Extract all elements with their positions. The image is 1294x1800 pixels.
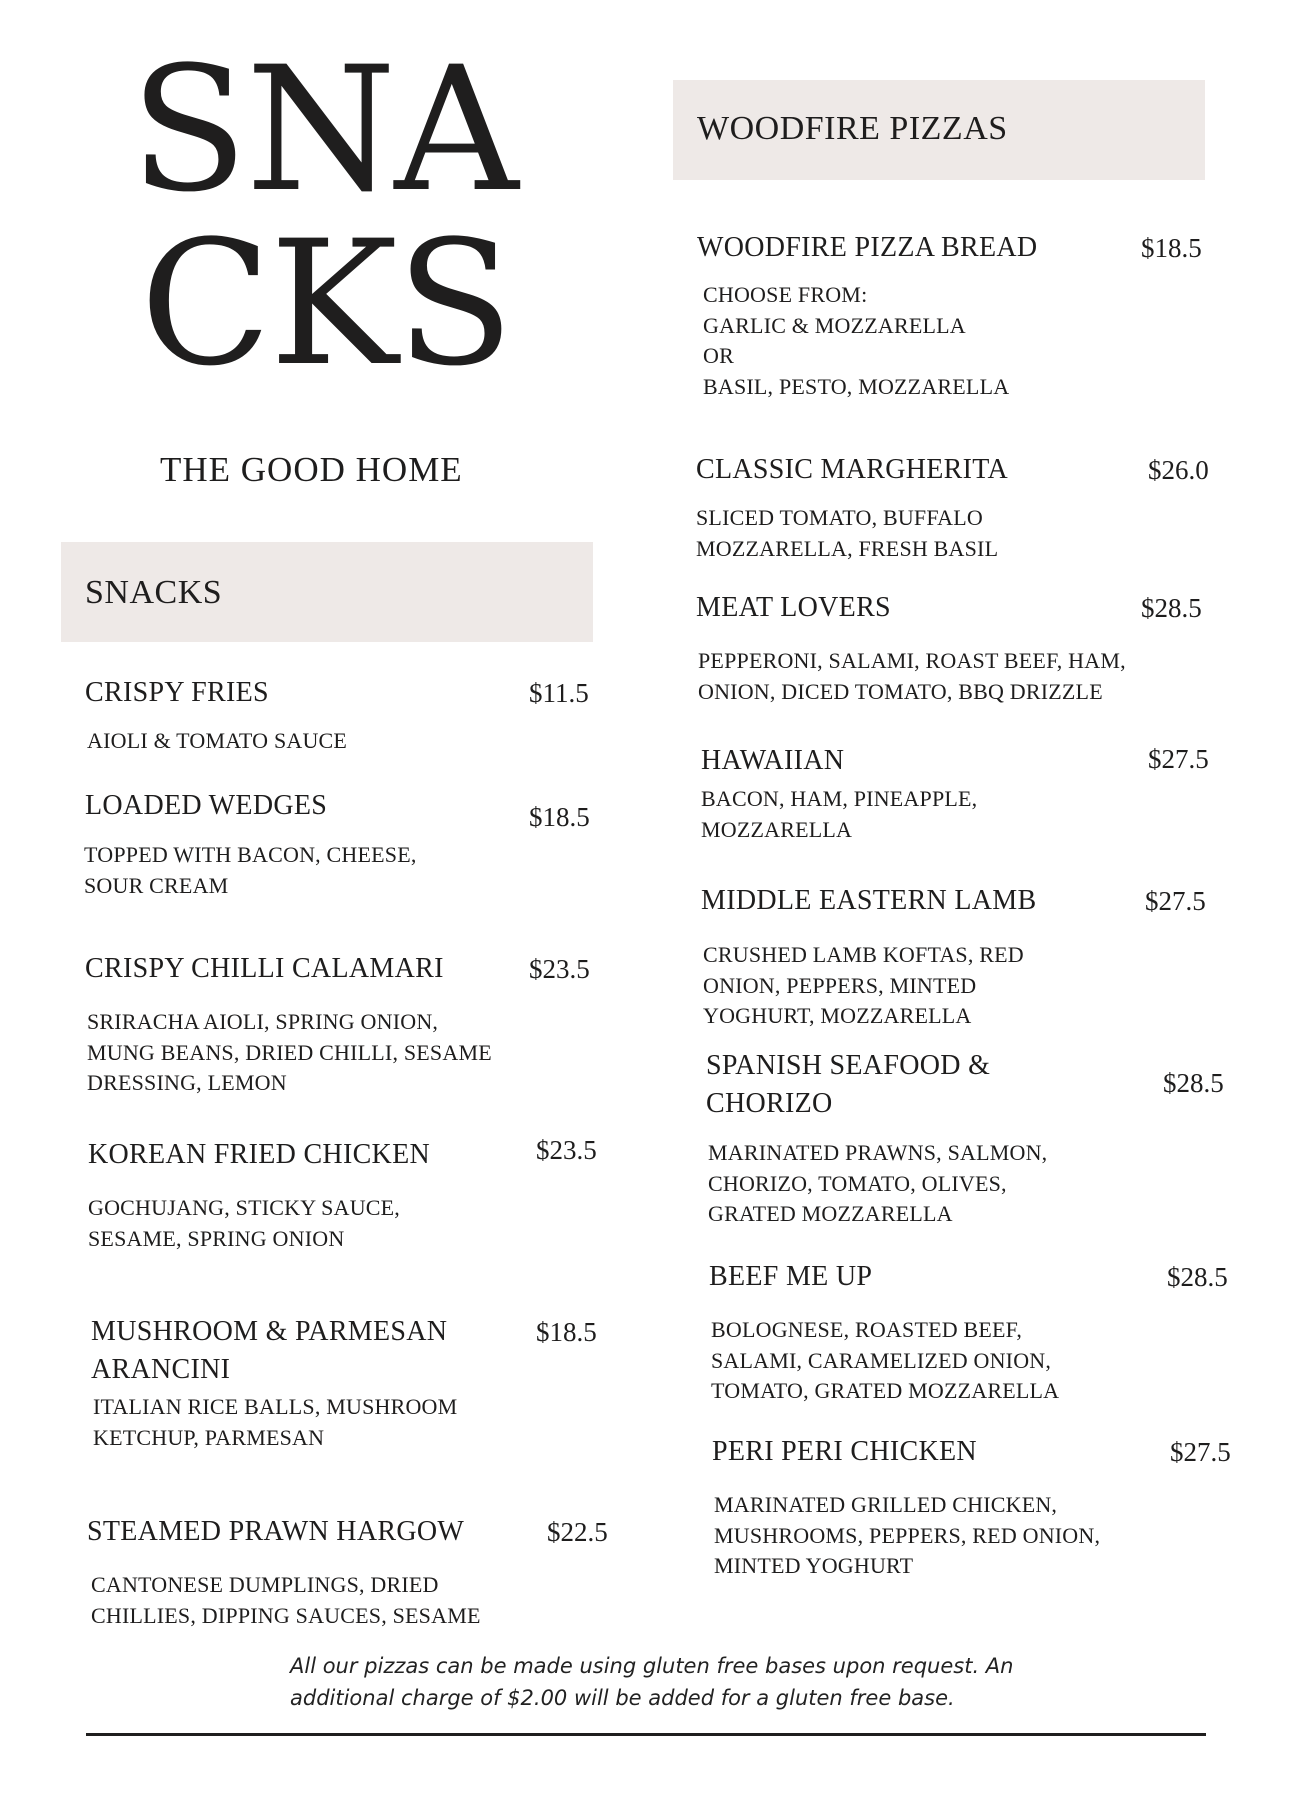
description-line: MINTED YOGHURT: [714, 1553, 914, 1578]
menu-item-price: $11.5: [529, 678, 589, 708]
description-line: MUNG BEANS, DRIED CHILLI, SESAME: [87, 1039, 492, 1065]
description-line: BACON, HAM, PINEAPPLE,: [701, 786, 978, 811]
pizzas-heading: WOODFIRE PIZZAS: [697, 110, 1008, 147]
description-line: MARINATED PRAWNS, SALMON,: [708, 1140, 1048, 1165]
restaurant-name: THE GOOD HOME: [160, 450, 463, 489]
menu-item-name: WOODFIRE PIZZA BREAD: [697, 232, 1038, 263]
description-line: ONION, PEPPERS, MINTED: [703, 972, 977, 998]
menu-item-description: [91, 1570, 481, 1631]
description-line: GOCHUJANG, STICKY SAUCE,: [88, 1195, 401, 1220]
menu-item-price: $22.5: [547, 1517, 608, 1547]
description-line: OR: [703, 343, 734, 368]
description-line: CHOOSE FROM:: [703, 282, 868, 307]
gluten-free-note: [290, 1650, 1190, 1714]
menu-item-price: $18.5: [529, 802, 590, 832]
menu-item-price: $28.5: [1167, 1262, 1228, 1292]
snacks-heading: SNACKS: [85, 574, 223, 611]
item-name-line: SPANISH SEAFOOD &: [706, 1050, 991, 1081]
menu-item-name: STEAMED PRAWN HARGOW: [87, 1516, 465, 1547]
menu-item-name: HAWAIIAN: [701, 745, 845, 776]
menu-item-name: LOADED WEDGES: [85, 790, 328, 821]
snacks-section-header: [61, 542, 593, 642]
menu-item-price: $26.0: [1148, 455, 1209, 485]
menu-item-name: MEAT LOVERS: [696, 592, 891, 623]
description-line: MOZZARELLA, FRESH BASIL: [696, 535, 999, 561]
description-line: TOPPED WITH BACON, CHEESE,: [84, 842, 417, 867]
description-line: CHORIZO, TOMATO, OLIVES,: [708, 1170, 1007, 1196]
menu-item-price: $28.5: [1141, 593, 1202, 623]
item-name-line: ARANCINI: [91, 1354, 231, 1385]
menu-item-description: [696, 503, 998, 564]
menu-item-description: [87, 1007, 492, 1099]
description-line: YOGHURT, MOZZARELLA: [703, 1003, 972, 1028]
description-line: CHILLIES, DIPPING SAUCES, SESAME: [91, 1602, 481, 1628]
description-line: DRESSING, LEMON: [87, 1070, 287, 1095]
menu-item-price: $23.5: [536, 1135, 597, 1165]
description-line: GARLIC & MOZZARELLA: [703, 312, 966, 338]
menu-item-description: [88, 1193, 400, 1254]
menu-item-name: [706, 1047, 990, 1123]
menu-item-description: [701, 784, 977, 845]
menu-item-description: [703, 940, 1024, 1032]
description-line: CRUSHED LAMB KOFTAS, RED: [703, 942, 1024, 967]
description-line: PEPPERONI, SALAMI, ROAST BEEF, HAM,: [698, 648, 1126, 673]
item-name-line: CHORIZO: [706, 1088, 833, 1119]
menu-item-price: $28.5: [1163, 1068, 1224, 1098]
description-line: BASIL, PESTO, MOZZARELLA: [703, 373, 1010, 399]
item-name-line: MUSHROOM & PARMESAN: [91, 1316, 448, 1347]
description-line: ITALIAN RICE BALLS, MUSHROOM: [93, 1394, 458, 1419]
description-line: SESAME, SPRING ONION: [88, 1225, 345, 1251]
note-line: additional charge of $2.00 will be added for a gluten free base.: [290, 1686, 955, 1710]
note-line: All our pizzas can be made using gluten free bases upon request. An: [290, 1654, 1014, 1678]
menu-item-price: $23.5: [529, 954, 590, 984]
description-line: SALAMI, CARAMELIZED ONION,: [711, 1347, 1052, 1373]
hero-title-line-2: CKS: [140, 203, 512, 404]
description-line: MOZZARELLA: [701, 816, 853, 842]
menu-item-name: KOREAN FRIED CHICKEN: [88, 1139, 430, 1170]
description-line: SLICED TOMATO, BUFFALO: [696, 505, 983, 530]
menu-item-name: [91, 1313, 447, 1389]
menu-item-price: $27.5: [1148, 744, 1209, 774]
menu-item-description: [703, 280, 1009, 402]
menu-item-name: CRISPY FRIES: [85, 677, 269, 708]
menu-item-price: $18.5: [1141, 233, 1202, 263]
menu-item-name: MIDDLE EASTERN LAMB: [701, 885, 1037, 916]
menu-item-name: CLASSIC MARGHERITA: [696, 454, 1008, 485]
menu-item-description: [84, 840, 417, 901]
pizzas-section-header: [673, 80, 1205, 180]
description-line: KETCHUP, PARMESAN: [93, 1424, 325, 1450]
description-line: TOMATO, GRATED MOZZARELLA: [711, 1378, 1060, 1403]
menu-item-price: $18.5: [536, 1317, 597, 1347]
description-line: MUSHROOMS, PEPPERS, RED ONION,: [714, 1522, 1101, 1548]
menu-item-description: [708, 1138, 1047, 1230]
menu-item-description: [714, 1490, 1100, 1582]
bottom-divider: [86, 1733, 1206, 1736]
description-line: ONION, DICED TOMATO, BBQ DRIZZLE: [698, 678, 1103, 704]
menu-item-description: [698, 646, 1126, 707]
menu-item-name: PERI PERI CHICKEN: [712, 1436, 977, 1467]
description-line: MARINATED GRILLED CHICKEN,: [714, 1492, 1058, 1517]
menu-item-description: [711, 1315, 1059, 1407]
menu-item-price: $27.5: [1170, 1437, 1231, 1467]
description-line: SRIRACHA AIOLI, SPRING ONION,: [87, 1009, 439, 1034]
description-line: SOUR CREAM: [84, 872, 229, 898]
description-line: CANTONESE DUMPLINGS, DRIED: [91, 1572, 439, 1597]
description-line: AIOLI & TOMATO SAUCE: [87, 728, 348, 753]
menu-item-description: [87, 726, 347, 757]
menu-item-description: [93, 1392, 457, 1453]
menu-item-price: $27.5: [1145, 886, 1206, 916]
menu-item-name: BEEF ME UP: [709, 1261, 873, 1292]
description-line: GRATED MOZZARELLA: [708, 1201, 953, 1226]
description-line: BOLOGNESE, ROASTED BEEF,: [711, 1317, 1023, 1342]
hero-title-line-1: SNA: [130, 29, 517, 230]
menu-item-name: CRISPY CHILLI CALAMARI: [85, 953, 444, 984]
